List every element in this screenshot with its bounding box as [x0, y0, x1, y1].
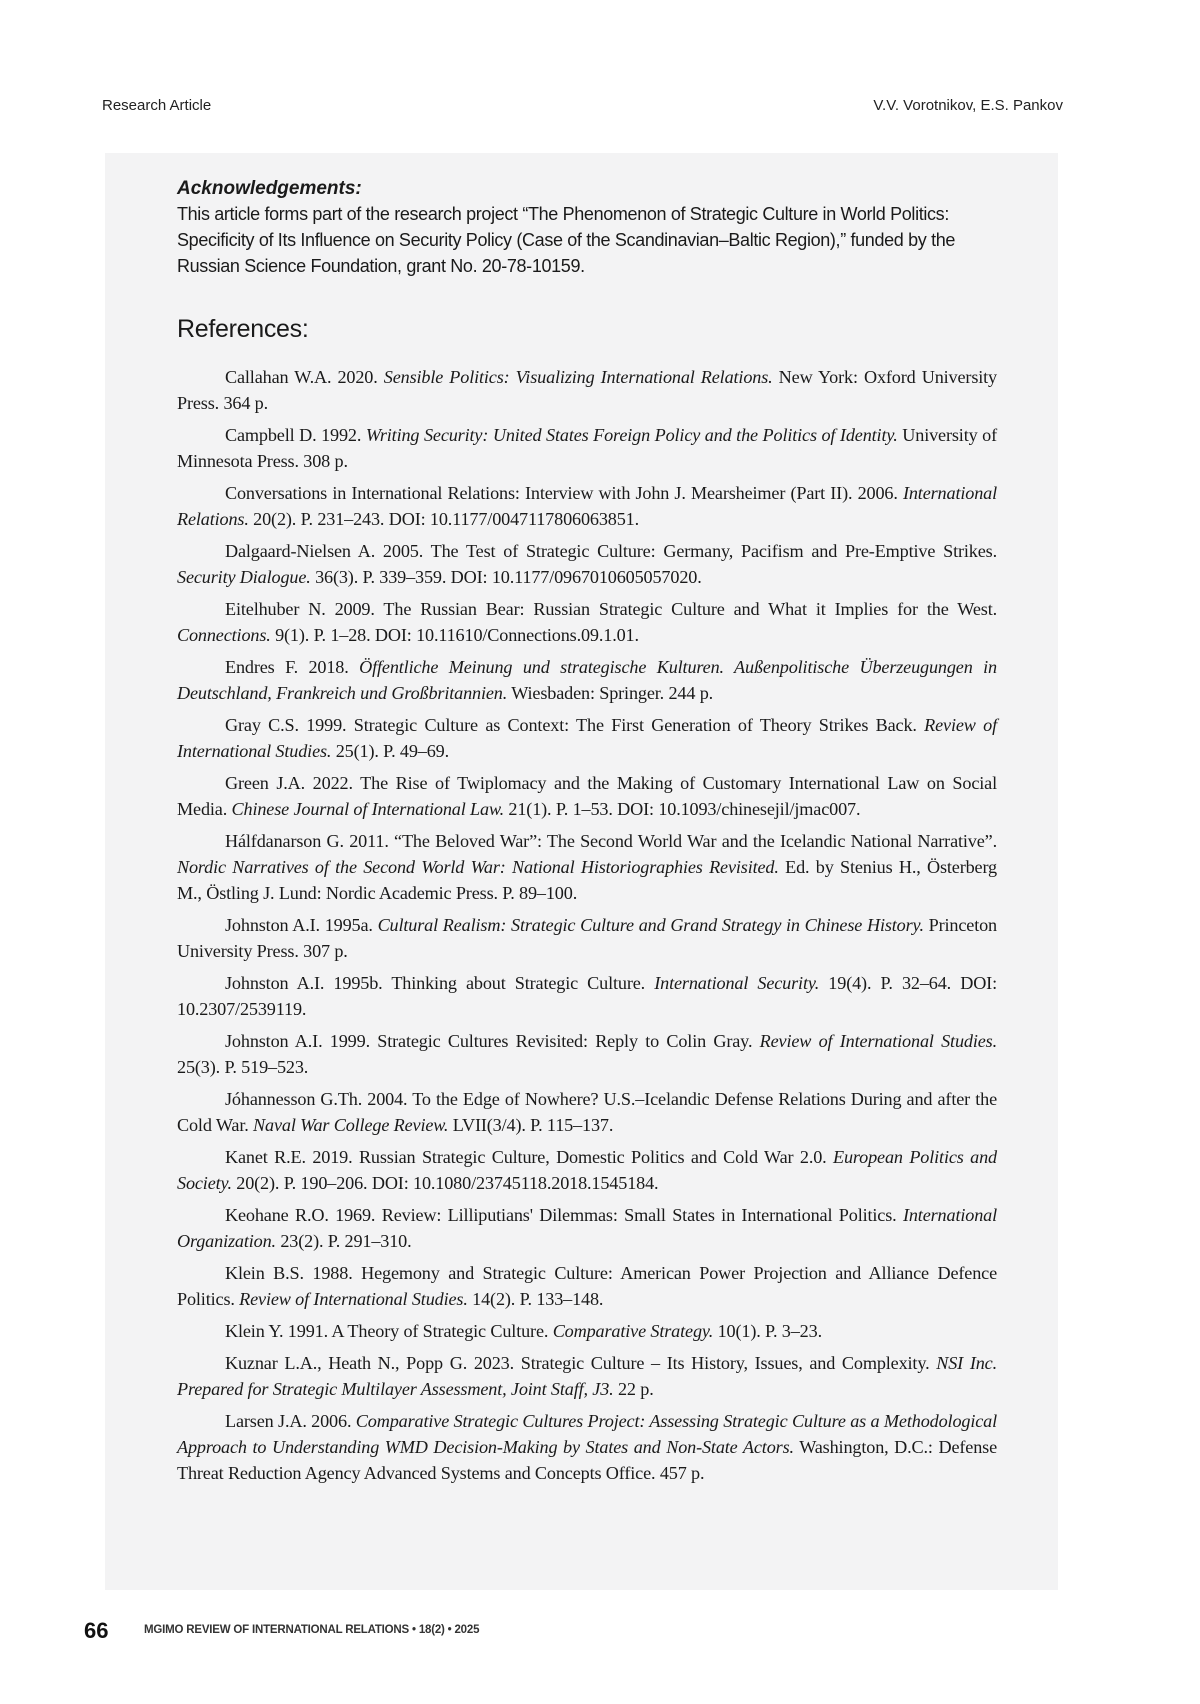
reference-text: University of Minnesota Press. 308 p. — [177, 425, 997, 471]
reference-entry — [177, 538, 997, 590]
reference-text: Kanet R.E. 2019. Russian Strategic Culture, Domestic Politics and Cold War 2.0. — [225, 1147, 834, 1167]
reference-source-title: International Organization. — [177, 1205, 997, 1251]
reference-source-title: Writing Security: United States Foreign Policy and the Politics of Identity. — [365, 425, 898, 445]
reference-text: 22 p. — [613, 1379, 654, 1399]
reference-text: 36(3). P. 339–359. DOI: 10.1177/0967010605057020. — [310, 567, 702, 587]
reference-entry — [177, 480, 997, 532]
reference-list — [177, 364, 997, 1486]
reference-text: Jóhannesson G.Th. 2004. To the Edge of Nowhere? U.S.–Icelandic Defense Relations During and after the Cold War. — [177, 1089, 997, 1135]
page-number: 66 — [84, 1618, 109, 1643]
reference-text: Princeton University Press. 307 p. — [177, 915, 997, 961]
reference-entry — [177, 1260, 997, 1312]
reference-text: Conversations in International Relations: Interview with John J. Mearsheimer (Part II). 2006. — [225, 483, 903, 503]
reference-entry — [177, 1202, 997, 1254]
reference-entry — [177, 1144, 997, 1196]
reference-entry — [177, 970, 997, 1022]
reference-source-title: Comparative Strategy. — [552, 1321, 714, 1341]
reference-text: Johnston A.I. 1995b. Thinking about Strategic Culture. — [225, 973, 655, 993]
reference-source-title: NSI Inc. Prepared for Strategic Multilayer Assessment, Joint Staff, J3. — [177, 1353, 997, 1399]
reference-entry — [177, 828, 997, 906]
journal-footer: MGIMO REVIEW OF INTERNATIONAL RELATIONS • 18(2) • 2025 — [144, 1624, 480, 1636]
reference-source-title: Naval War College Review. — [253, 1115, 449, 1135]
reference-source-title: Chinese Journal of International Law. — [231, 799, 504, 819]
reference-text: Endres F. 2018. — [225, 657, 360, 677]
reference-text: 20(2). P. 190–206. DOI: 10.1080/23745118.2018.1545184. — [231, 1173, 659, 1193]
reference-source-title: Sensible Politics: Visualizing International Relations. — [383, 367, 773, 387]
reference-source-title: Cultural Realism: Strategic Culture and Grand Strategy in Chinese History. — [377, 915, 924, 935]
reference-text: New York: Oxford University Press. 364 p. — [177, 367, 997, 413]
running-head-authors: V.V. Vorotnikov, E.S. Pankov — [873, 97, 1063, 114]
reference-text: Hálfdanarson G. 2011. “The Beloved War”: The Second World War and the Icelandic National Narrative”. — [225, 831, 997, 851]
reference-source-title: Comparative Strategic Cultures Project: Assessing Strategic Culture as a Methodological Approach to Understanding WMD Decision-Making by States and Non-State Actors. — [177, 1411, 998, 1457]
acknowledgements-title: Acknowledgements: — [177, 178, 362, 199]
reference-text: Campbell D. 1992. — [225, 425, 366, 445]
reference-entry — [177, 422, 997, 474]
reference-text: Johnston A.I. 1995a. — [225, 915, 378, 935]
reference-text: Washington, D.C.: Defense Threat Reduction Agency Advanced Systems and Concepts Office. 457 p. — [177, 1437, 997, 1483]
reference-source-title: Security Dialogue. — [177, 567, 311, 587]
reference-entry — [177, 654, 997, 706]
reference-text: Green J.A. 2022. The Rise of Twiplomacy and the Making of Customary International Law on Social Media. — [177, 773, 997, 819]
reference-entry — [177, 1028, 997, 1080]
reference-source-title: Öffentliche Meinung und strategische Kulturen. Außenpolitische Überzeugungen in Deutschland, Frankreich und Großbritannien. — [177, 657, 998, 703]
reference-text: 19(4). P. 32–64. DOI: 10.2307/2539119. — [177, 973, 997, 1019]
reference-text: 9(1). P. 1–28. DOI: 10.11610/Connections.09.1.01. — [270, 625, 639, 645]
reference-text: Gray C.S. 1999. Strategic Culture as Context: The First Generation of Theory Strikes Back. — [225, 715, 925, 735]
reference-text: 21(1). P. 1–53. DOI: 10.1093/chinesejil/jmac007. — [504, 799, 861, 819]
reference-source-title: Connections. — [177, 625, 271, 645]
reference-text: 23(2). P. 291–310. — [275, 1231, 412, 1251]
reference-text: 20(2). P. 231–243. DOI: 10.1177/0047117806063851. — [248, 509, 640, 529]
reference-entry — [177, 1318, 997, 1344]
reference-entry — [177, 1408, 997, 1486]
reference-text: 25(1). P. 49–69. — [331, 741, 450, 761]
reference-source-title: European Politics and Society. — [177, 1147, 997, 1193]
reference-text: Callahan W.A. 2020. — [225, 367, 384, 387]
reference-text: Eitelhuber N. 2009. The Russian Bear: Russian Strategic Culture and What it Implies for the West. — [225, 599, 997, 619]
reference-text: 25(3). P. 519–523. — [177, 1057, 309, 1077]
reference-source-title: Review of International Studies. — [759, 1031, 997, 1051]
reference-source-title: International Relations. — [177, 483, 997, 529]
reference-text: 14(2). P. 133–148. — [467, 1289, 604, 1309]
reference-text: Klein B.S. 1988. Hegemony and Strategic Culture: American Power Projection and Alliance Defence Politics. — [177, 1263, 997, 1309]
reference-entry — [177, 770, 997, 822]
reference-source-title: Nordic Narratives of the Second World War: National Historiographies Revisited. — [177, 857, 779, 877]
reference-text: Klein Y. 1991. A Theory of Strategic Culture. — [225, 1321, 553, 1341]
reference-source-title: International Security. — [654, 973, 820, 993]
reference-entry — [177, 596, 997, 648]
reference-text: Ed. by Stenius H., Österberg M., Östling J. Lund: Nordic Academic Press. P. 89–100. — [177, 857, 997, 903]
running-head-section: Research Article — [102, 97, 212, 114]
reference-text: 10(1). P. 3–23. — [713, 1321, 822, 1341]
references-title: References: — [177, 315, 309, 343]
content-column — [177, 176, 997, 1492]
reference-text: LVII(3/4). P. 115–137. — [448, 1115, 614, 1135]
acknowledgements-text: This article forms part of the research project “The Phenomenon of Strategic Culture in World Politics: Specificity of Its Influence on Security Policy (Case of the Scandinavian–Baltic Region),” funded by the Russian Science Foundation, grant No. 20-78-10159. — [177, 204, 956, 276]
reference-text: Keohane R.O. 1969. Review: Lilliputians' Dilemmas: Small States in International Politics. — [225, 1205, 903, 1225]
reference-text: Dalgaard-Nielsen A. 2005. The Test of Strategic Culture: Germany, Pacifism and Pre-Emptive Strikes. — [225, 541, 997, 561]
reference-source-title: Review of International Studies. — [177, 715, 998, 761]
reference-text: Kuznar L.A., Heath N., Popp G. 2023. Strategic Culture – Its History, Issues, and Complexity. — [225, 1353, 937, 1373]
reference-text: Larsen J.A. 2006. — [225, 1411, 356, 1431]
reference-text: Wiesbaden: Springer. 244 p. — [507, 683, 714, 703]
reference-text: Johnston A.I. 1999. Strategic Cultures Revisited: Reply to Colin Gray. — [225, 1031, 760, 1051]
reference-entry — [177, 1086, 997, 1138]
reference-source-title: Review of International Studies. — [239, 1289, 468, 1309]
reference-entry — [177, 1350, 997, 1402]
reference-entry — [177, 712, 997, 764]
reference-entry — [177, 912, 997, 964]
reference-entry — [177, 364, 997, 416]
